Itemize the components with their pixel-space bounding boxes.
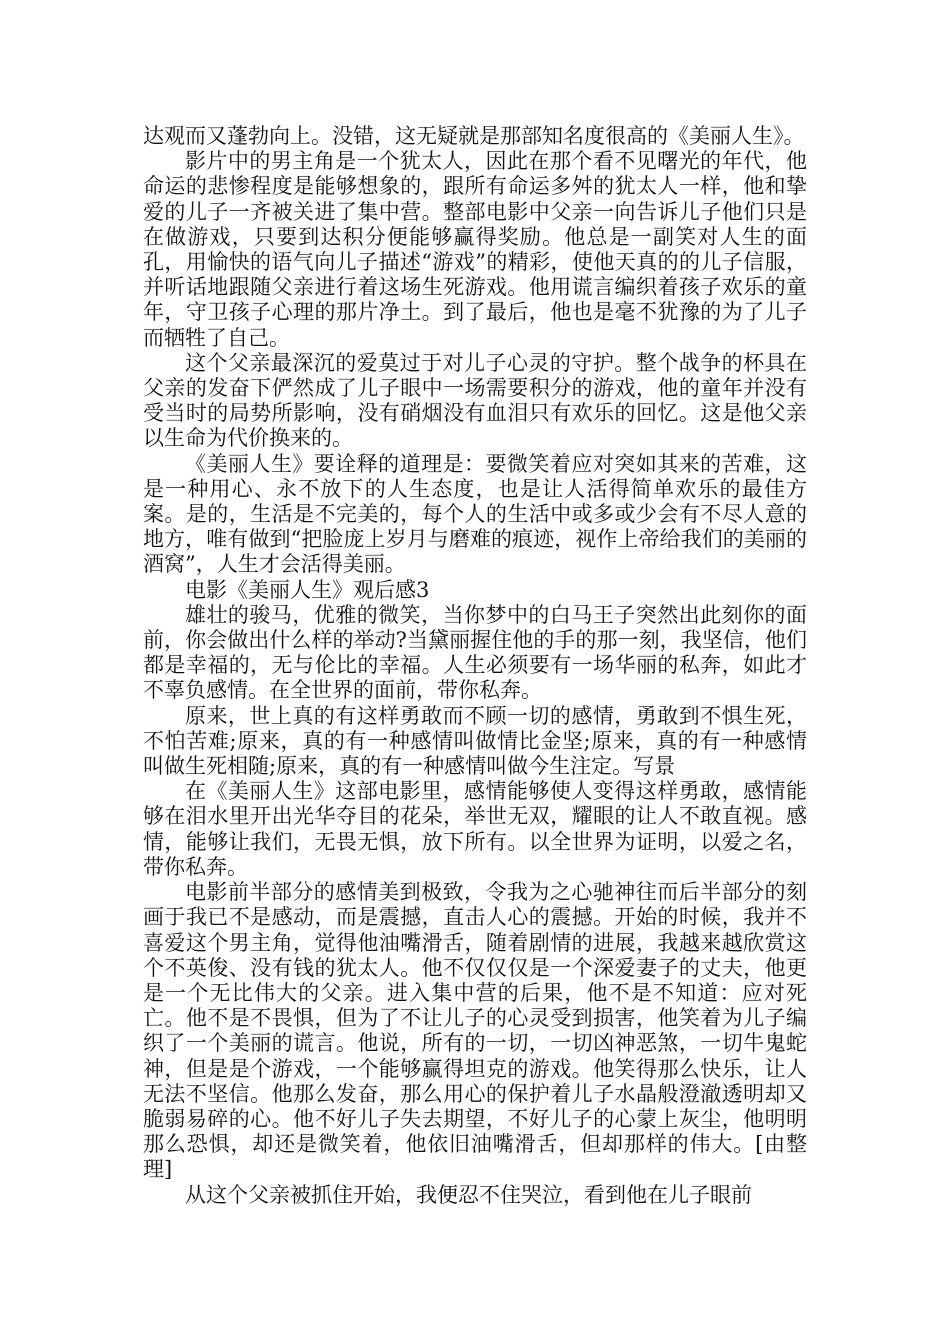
paragraph-love-courage: 在《美丽人生》这部电影里，感情能够使人变得这样勇敢，感情能够在泪水里开出光华夺目的花朵，举世无双，耀眼的让人不敢直视。感情，能够让我们，无畏无惧，放下所有。以全世界为证明，以爱之名，带你私奔。 [143,779,807,879]
paragraph-intro-continued: 达观而又蓬勃向上。没错，这无疑就是那部知名度很高的《美丽人生》。 [143,124,805,148]
paragraph-final: 从这个父亲被抓住开始，我便忍不住哭泣，看到他在儿子眼前 [185,1182,752,1207]
paragraph-theme: 《美丽人生》要诠释的道理是：要微笑着应对突如其来的苦难，这是一种用心、永不放下的人生态度，也是让人活得简单欢乐的最佳方案。是的，生活是不完美的，每个人的生活中或多或少会有不尽人意的地方，唯有做到“把脸庞上岁月与磨难的痕迹，视作上帝给我们的美丽的酒窝”，人生才会活得美丽。 [143,451,807,577]
document-page [143,124,807,1208]
section-heading: 电影《美丽人生》观后感3 [185,577,430,602]
paragraph-protagonist: 影片中的男主角是一个犹太人，因此在那个看不见曙光的年代，他命运的悲惨程度是能够想象的，跟所有命运多舛的犹太人一样，他和挚爱的儿子一齐被关进了集中营。整部电影中父亲一向告诉儿子他们只是在做游戏，只要到达积分便能够赢得奖励。他总是一副笑对人生的面孔，用愉快的语气向儿子描述“游戏”的精彩，使他天真的的儿子信服，并听话地跟随父亲进行着这场生死游戏。他用谎言编织着孩子欢乐的童年，守卫孩子心理的那片净土。到了最后，他也是毫不犹豫的为了儿子而牺牲了自己。 [143,149,807,350]
paragraph-white-horse: 雄壮的骏马，优雅的微笑，当你梦中的白马王子突然出此刻你的面前，你会做出什么样的举动?当黛丽握住他的手的那一刻，我坚信，他们都是幸福的，无与伦比的幸福。人生必须要有一场华丽的私奔，如此才不辜负感情。在全世界的面前，带你私奔。 [143,602,807,703]
paragraph-brave-love: 原来，世上真的有这样勇敢而不顾一切的感情，勇敢到不惧生死，不怕苦难;原来，真的有一种感情叫做情比金坚;原来，真的有一种感情叫做生死相随;原来，真的有一种感情叫做今生注定。写景 [143,703,807,779]
paragraph-second-half: 电影前半部分的感情美到极致，令我为之心驰神往而后半部分的刻画于我已不是感动，而是震撼，直击人心的震撼。开始的时候，我并不喜爱这个男主角，觉得他油嘴滑舌，随着剧情的进展，我越来越欣赏这个不英俊、没有钱的犹太人。他不仅仅仅是一个深爱妻子的丈夫，他更是一个无比伟大的父亲。进入集中营的后果，他不是不知道：应对死亡。他不是不畏惧，但为了不让儿子的心灵受到损害，他笑着为儿子编织了一个美丽的谎言。他说，所有的一切，一切凶神恶煞，一切牛鬼蛇神，但是是个游戏，一个能够赢得坦克的游戏。他笑得那么快乐，让人无法不坚信。他那么发奋，那么用心的保护着儿子水晶般澄澈透明却又脆弱易碎的心。他不好儿子失去期望，不好儿子的心蒙上灰尘，他明明那么恐惧，却还是微笑着，他依旧油嘴滑舌，但却那样的伟大。[由整理] [143,880,807,1182]
paragraph-father-love: 这个父亲最深沉的爱莫过于对儿子心灵的守护。整个战争的杯具在父亲的发奋下俨然成了儿子眼中一场需要积分的游戏，他的童年并没有受当时的局势所影响，没有硝烟没有血泪只有欢乐的回忆。这是他父亲以生命为代价换来的。 [143,350,807,451]
